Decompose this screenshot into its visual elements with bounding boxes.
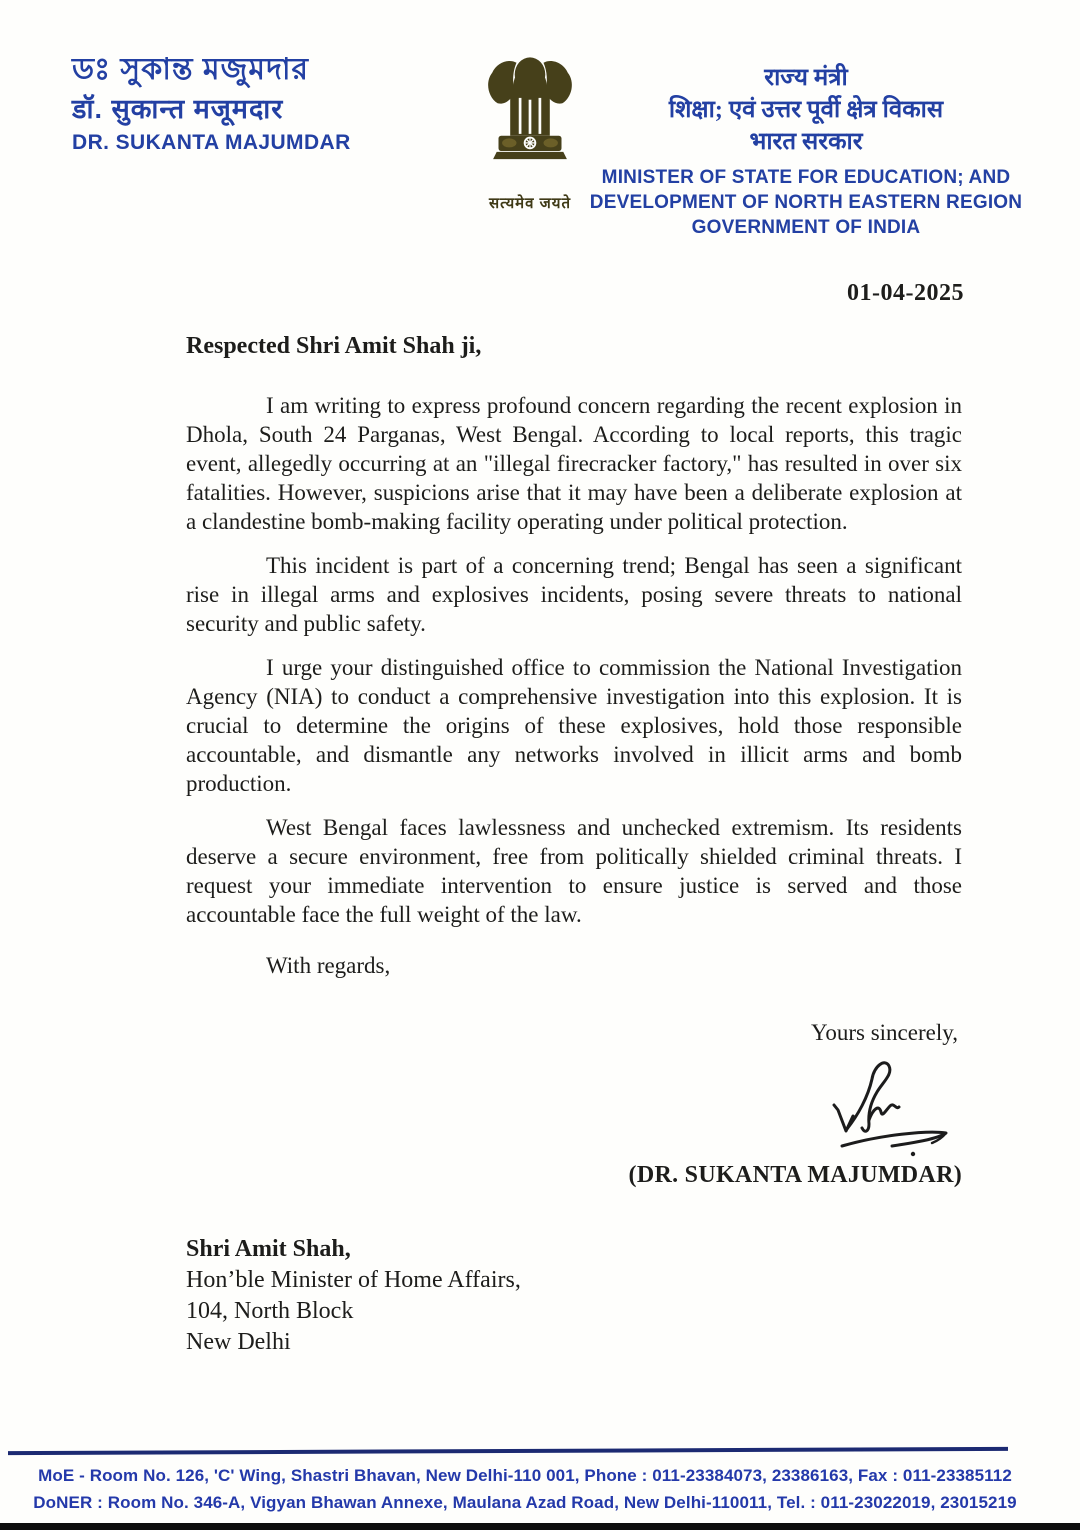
- letter-body: [186, 332, 962, 1358]
- paragraph-3: I urge your distinguished office to commission the National Investigation Agency (NIA) to conduct a comprehensive investigation into this explosion. It is crucial to determine the origins of these explosives, hold those responsible accountable, and dismantle any networks involved in illicit arms and bomb production.: [186, 655, 962, 796]
- recipient-name: Shri Amit Shah,: [186, 1236, 351, 1262]
- sign-off: Yours sincerely,: [811, 1020, 958, 1045]
- office-title-english-1: MINISTER OF STATE FOR EDUCATION; AND: [601, 167, 1011, 188]
- office-title-hindi-3: भारत सरकार: [749, 129, 863, 155]
- paragraph-2: This incident is part of a concerning trend; Bengal has seen a significant rise in illegal arms and explosives incidents, posing severe threats to national security and public safety.: [186, 553, 962, 636]
- paragraph-4: West Bengal faces lawlessness and unchecked extremism. Its residents deserve a secure environment, free from politically shielded criminal threats. I request your immediate intervention to ensure justice is served and those accountable face the full weight of the law.: [186, 815, 962, 927]
- footer-line-moe: MoE - Room No. 126, 'C' Wing, Shastri Bhavan, New Delhi-110 001, Phone : 011-23384073, 23386163, Fax : 011-23385112: [38, 1466, 1012, 1485]
- footer-contact-block: [20, 1462, 1030, 1516]
- footer-divider: [8, 1447, 1008, 1455]
- sender-name-hindi: डॉ. सुकान्त मजूमदार: [72, 94, 284, 124]
- paragraph-1: I am writing to express profound concern regarding the recent explosion in Dhola, South 24 Parganas, West Bengal. According to local reports, this tragic event, allegedly occurring at an "illegal firecracker factory," has resulted in over six fatalities. However, suspicions arise that it may have been a deliberate explosion at a clandestine bomb-making facility operating under political protection.: [186, 393, 962, 534]
- recipient-address-1: 104, North Block: [186, 1298, 354, 1324]
- office-title-hindi-2: शिक्षा; एवं उत्तर पूर्वी क्षेत्र विकास: [668, 97, 944, 123]
- emblem-motto: सत्यमेव जयते: [488, 195, 572, 212]
- ashoka-emblem: [466, 44, 594, 213]
- salutation: Respected Shri Amit Shah ji,: [186, 333, 482, 359]
- sender-name-english: DR. SUKANTA MAJUMDAR: [72, 131, 351, 154]
- recipient-block: [186, 1234, 962, 1358]
- office-title-english-3: GOVERNMENT OF INDIA: [691, 217, 921, 238]
- office-title-hindi-1: राज्य मंत्री: [764, 65, 848, 91]
- recipient-title: Hon’ble Minister of Home Affairs,: [186, 1267, 521, 1293]
- page-bottom-edge: [0, 1523, 1080, 1530]
- signature-icon: [800, 1053, 950, 1159]
- office-title-block: [588, 62, 1024, 240]
- signature: [800, 1053, 950, 1159]
- closing-line: With regards,: [266, 953, 391, 978]
- office-title-english-2: DEVELOPMENT OF NORTH EASTERN REGION: [589, 192, 1023, 213]
- signatory-name: (DR. SUKANTA MAJUMDAR): [628, 1162, 962, 1188]
- footer-line-doner: DoNER : Room No. 346-A, Vigyan Bhawan Annexe, Maulana Azad Road, New Delhi-110011, Tel. : 011-23022019, 23015219: [33, 1493, 1017, 1512]
- sender-name-block: [72, 50, 402, 158]
- recipient-address-2: New Delhi: [186, 1329, 291, 1355]
- letter-date: 01-04-2025: [847, 280, 964, 306]
- sender-name-bengali: ডঃ সুকান্ত মজুমদার: [72, 53, 310, 86]
- ashoka-lion-capital-icon: [476, 44, 584, 186]
